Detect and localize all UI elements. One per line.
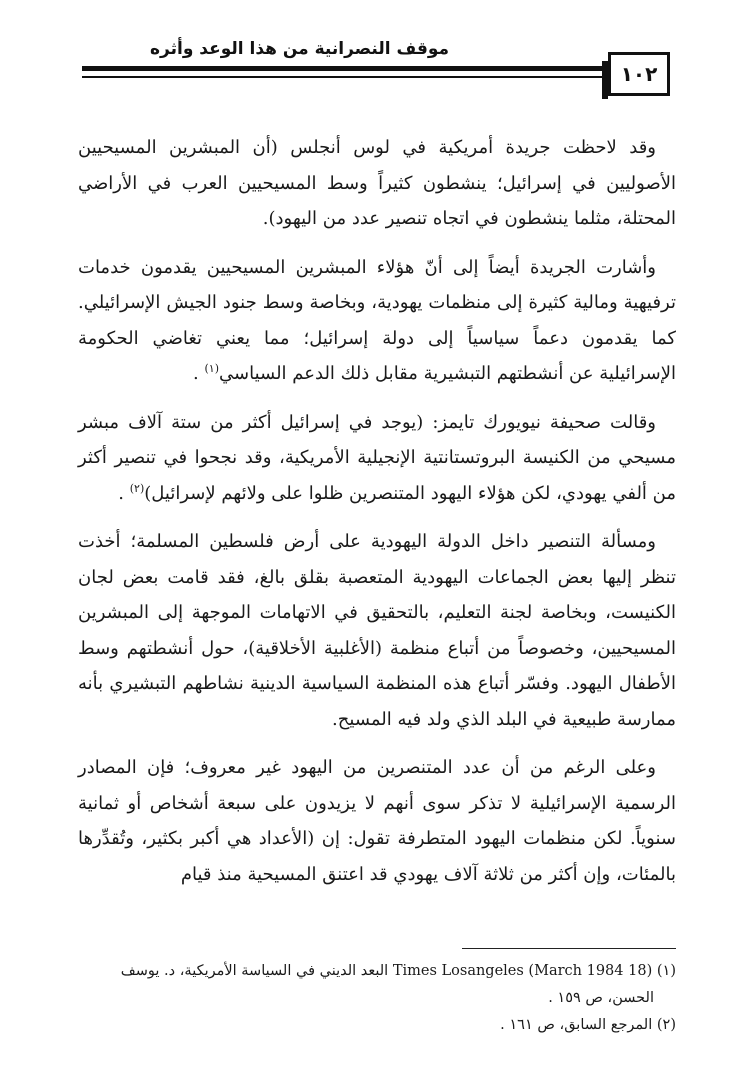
paragraph-text: ومسألة التنصير داخل الدولة اليهودية على أرض فلسطين المسلمة؛ أخذت تنظر إليها بعض الجماعات اليهودية المتعصبة بقلق بالغ، فقد قامت بعض لجان الكنيست، وبخاصة لجنة التعليم، بالتحقيق في الاتهامات الموجهة إلى المبشرين المسيحيين، وخصوصاً من أتباع منظمة (الأغلبية الأخلاقية)، حول أنشطتهم وسط الأطفال اليهود. وفسّر أتباع هذه المنظمة السياسية الدينية نشاطهم التبشيري بأنه ممارسة طبيعية في البلد الذي ولد فيه المسيح.: [78, 531, 676, 730]
running-header-title: موقف النصرانية من هذا الوعد وأثره: [150, 39, 450, 59]
paragraph-text: وأشارت الجريدة أيضاً إلى أنّ هؤلاء المبشرين المسيحيين يقدمون خدمات ترفيهية ومالية كثيرة إلى منظمات يهودية، وبخاصة وسط جنود الجيش الإسرائيلي. كما يقدمون دعماً سياسياً إلى دولة إسرائيل؛ مما يعني تغاضي الحكومة الإسرائيلية عن أنشطتهم التبشيرية مقابل ذلك الدعم السياسي: [78, 256, 676, 384]
footnote-reference[interactable]: (١): [204, 362, 220, 375]
paragraph-end: .: [193, 363, 205, 384]
header-rule-thin: [82, 76, 602, 78]
paragraph-end: .: [118, 482, 130, 504]
paragraph: [78, 130, 676, 237]
paragraph-text: وقد لاحظت جريدة أمريكية في لوس أنجلس (أن المبشرين المسيحيين الأصوليين في إسرائيل؛ ينشطون كثيراً وسط المسيحيين العرب في الأراضي المحتلة، مثلما ينشطون في اتجاه تنصير عدد من اليهود).: [78, 137, 676, 229]
header-rule-thick: [82, 66, 602, 71]
footnote-text: (18 March 1984) Times Losangeles البعد الديني في السياسة الأمريكية، د. يوسف: [120, 963, 653, 979]
footnote-text: المرجع السابق، ص ١٦١ .: [500, 1017, 653, 1033]
footnote: [78, 1012, 676, 1039]
page-number: [608, 52, 670, 96]
footnote-reference[interactable]: (٢): [129, 481, 145, 495]
footnote-marker: (١): [656, 963, 676, 979]
paragraph: [78, 750, 676, 892]
paragraph: [78, 250, 676, 392]
footnote: [78, 958, 676, 985]
paragraph-text: وقالت صحيفة نيويورك تايمز: (يوجد في إسرائيل أكثر من ستة آلاف مبشر مسيحي من الكنيسة البروتستانتية الإنجيلية الأمريكية، وقد نجحوا في تنصير أكثر من ألفي يهودي، لكن هؤلاء اليهود المتنصرين ظلوا على ولائهم لإسرائيل): [78, 411, 676, 504]
page-number-text: ١٠٢: [620, 62, 658, 86]
main-text: [78, 130, 676, 905]
paragraph: [78, 524, 676, 737]
footnote-marker: (٢): [656, 1017, 676, 1033]
footnote-continuation: [78, 985, 676, 1012]
footnote-separator: [462, 948, 676, 949]
footnote-text: الحسن، ص ١٥٩ .: [548, 990, 654, 1006]
footnotes: [78, 958, 676, 1039]
paragraph-text: وعلى الرغم من أن عدد المتنصرين من اليهود غير معروف؛ فإن المصادر الرسمية الإسرائيلية لا تذكر سوى أنهم لا يزيدون على سبعة أشخاص أو ثمانية سنوياً. لكن منظمات اليهود المتطرفة تقول: إن (الأعداد هي أكبر بكثير، وتُقدِّرها بالمئات، وإن أكثر من ثلاثة آلاف يهودي قد اعتنق المسيحية منذ قيام: [78, 757, 676, 885]
paragraph: [78, 405, 676, 512]
